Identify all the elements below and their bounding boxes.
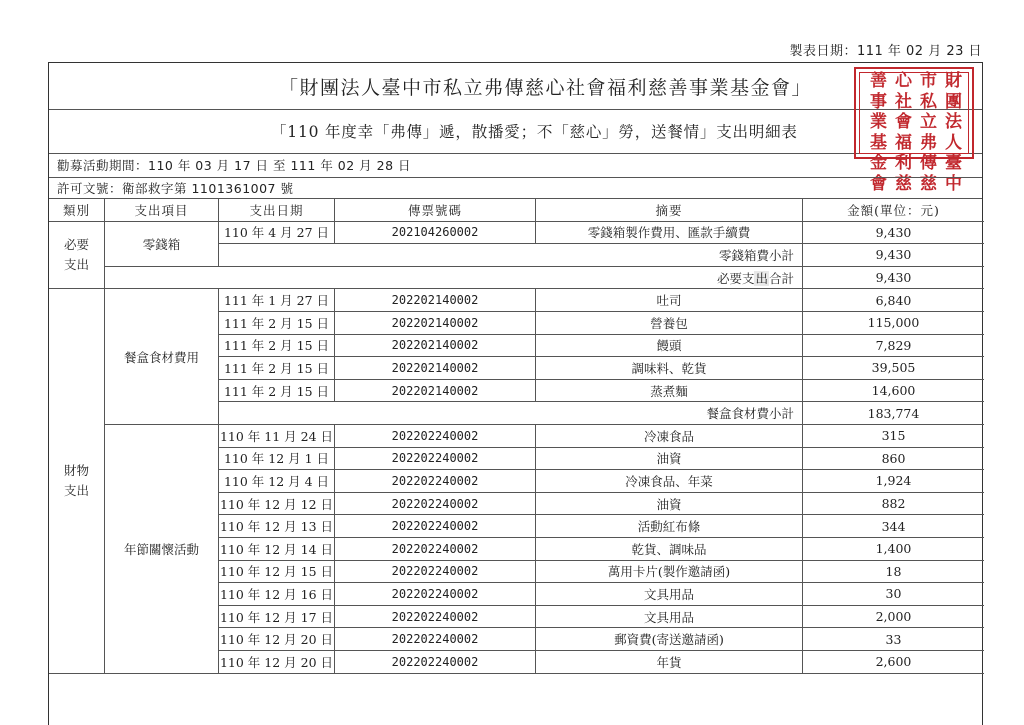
fundraising-period: 勸募活動期間：110 年 03 月 17 日 至 111 年 02 月 28 日 <box>49 153 982 178</box>
item-petty-cash: 零錢箱 <box>105 222 219 267</box>
seal-column: 善事業基金會 <box>870 71 887 194</box>
title-row <box>49 63 982 110</box>
expense-amount: 9,430 <box>803 222 984 245</box>
expense-summary: 吐司 <box>536 289 803 312</box>
voucher-number: 202202140002 <box>335 380 536 403</box>
expense-summary: 營養包 <box>536 312 803 335</box>
column-header: 傳票號碼 <box>335 199 536 222</box>
expense-amount: 14,600 <box>803 380 984 403</box>
expense-summary: 乾貨、調味品 <box>536 538 803 561</box>
expense-summary: 文具用品 <box>536 606 803 629</box>
voucher-number: 202202140002 <box>335 289 536 312</box>
expense-date: 110 年 11 月 24 日 <box>219 425 335 448</box>
column-header: 摘要 <box>536 199 803 222</box>
expense-amount: 7,829 <box>803 335 984 358</box>
expense-amount: 30 <box>803 583 984 606</box>
expense-date: 110 年 12 月 15 日 <box>219 561 335 584</box>
expense-date: 110 年 12 月 20 日 <box>219 628 335 651</box>
expense-summary: 年貨 <box>536 651 803 674</box>
expense-amount: 1,924 <box>803 470 984 493</box>
voucher-number: 202202140002 <box>335 312 536 335</box>
column-header: 金額(單位：元) <box>803 199 984 222</box>
seal-column: 心社會福利慈 <box>895 71 912 194</box>
expense-amount: 18 <box>803 561 984 584</box>
voucher-number: 202202240002 <box>335 538 536 561</box>
voucher-number: 202202240002 <box>335 606 536 629</box>
expense-amount: 39,505 <box>803 357 984 380</box>
voucher-number: 202202240002 <box>335 448 536 471</box>
expense-summary: 蒸煮麵 <box>536 380 803 403</box>
seal-column: 市私立弗傳慈 <box>920 71 937 194</box>
permit-number: 許可文號：衛部救字第 1101361007 號 <box>49 178 982 199</box>
expense-date: 110 年 12 月 1 日 <box>219 448 335 471</box>
column-header: 支出日期 <box>219 199 335 222</box>
lunchbox-subtotal-amount: 183,774 <box>803 402 984 425</box>
expense-date: 111 年 1 月 27 日 <box>219 289 335 312</box>
expense-amount: 115,000 <box>803 312 984 335</box>
lunchbox-subtotal-label: 餐盒食材費小計 <box>219 402 803 425</box>
voucher-number: 202202240002 <box>335 583 536 606</box>
voucher-number: 202202240002 <box>335 515 536 538</box>
category-material: 財物 支出 <box>49 289 105 673</box>
expense-date: 110 年 12 月 16 日 <box>219 583 335 606</box>
expense-date: 110 年 12 月 20 日 <box>219 651 335 674</box>
expense-amount: 2,600 <box>803 651 984 674</box>
petty-subtotal-label: 零錢箱費小計 <box>219 244 803 267</box>
expense-summary: 郵資費(寄送邀請函) <box>536 628 803 651</box>
necessary-total-amount: 9,430 <box>803 267 984 290</box>
expense-date: 111 年 2 月 15 日 <box>219 335 335 358</box>
expense-summary: 油資 <box>536 448 803 471</box>
expense-summary: 文具用品 <box>536 583 803 606</box>
expense-date: 110 年 12 月 12 日 <box>219 493 335 516</box>
expense-summary: 饅頭 <box>536 335 803 358</box>
necessary-total-label: 必要支出合計 <box>105 267 803 290</box>
item-lunchbox-ingredients: 餐盒食材費用 <box>105 289 219 425</box>
item-festival-care: 年節關懷活動 <box>105 425 219 674</box>
expense-amount: 882 <box>803 493 984 516</box>
column-header: 支出項目 <box>105 199 219 222</box>
expense-amount: 315 <box>803 425 984 448</box>
expense-date: 110 年 12 月 14 日 <box>219 538 335 561</box>
expense-amount: 33 <box>803 628 984 651</box>
expense-summary: 冷凍食品、年菜 <box>536 470 803 493</box>
subtitle-row <box>49 109 982 154</box>
expense-date: 110 年 4 月 27 日 <box>219 222 335 245</box>
report-title: 「110 年度幸「弗傳」遞，散播愛；不「慈心」勞，送餐情」支出明細表 <box>271 123 798 141</box>
expense-date: 110 年 12 月 17 日 <box>219 606 335 629</box>
expense-summary: 零錢箱製作費用、匯款手續費 <box>536 222 803 245</box>
expense-amount: 860 <box>803 448 984 471</box>
expense-summary: 調味料、乾貨 <box>536 357 803 380</box>
expense-summary: 油資 <box>536 493 803 516</box>
voucher-number: 202202140002 <box>335 335 536 358</box>
org-title: 「財團法人臺中市私立弗傳慈心社會福利慈善事業基金會」 <box>279 77 813 99</box>
expense-date: 111 年 2 月 15 日 <box>219 312 335 335</box>
expense-sheet <box>48 62 983 725</box>
voucher-number: 202202240002 <box>335 425 536 448</box>
expense-summary: 活動紅布條 <box>536 515 803 538</box>
voucher-number: 202104260002 <box>335 222 536 245</box>
expense-summary: 冷凍食品 <box>536 425 803 448</box>
expense-amount: 2,000 <box>803 606 984 629</box>
expense-amount: 1,400 <box>803 538 984 561</box>
expense-summary: 萬用卡片(製作邀請函) <box>536 561 803 584</box>
seal-column: 財團法人臺中 <box>945 71 962 194</box>
petty-subtotal-amount: 9,430 <box>803 244 984 267</box>
voucher-number: 202202240002 <box>335 628 536 651</box>
column-header: 類別 <box>49 199 105 222</box>
expense-date: 110 年 12 月 13 日 <box>219 515 335 538</box>
made-date: 製表日期：111 年 02 月 23 日 <box>789 44 982 59</box>
expense-date: 110 年 12 月 4 日 <box>219 470 335 493</box>
expense-date: 111 年 2 月 15 日 <box>219 380 335 403</box>
voucher-number: 202202240002 <box>335 651 536 674</box>
voucher-number: 202202240002 <box>335 470 536 493</box>
expense-amount: 344 <box>803 515 984 538</box>
foundation-seal <box>854 67 974 194</box>
voucher-number: 202202140002 <box>335 357 536 380</box>
expense-date: 111 年 2 月 15 日 <box>219 357 335 380</box>
category-necessary: 必要 支出 <box>49 222 105 290</box>
voucher-number: 202202240002 <box>335 493 536 516</box>
voucher-number: 202202240002 <box>335 561 536 584</box>
expense-amount: 6,840 <box>803 289 984 312</box>
